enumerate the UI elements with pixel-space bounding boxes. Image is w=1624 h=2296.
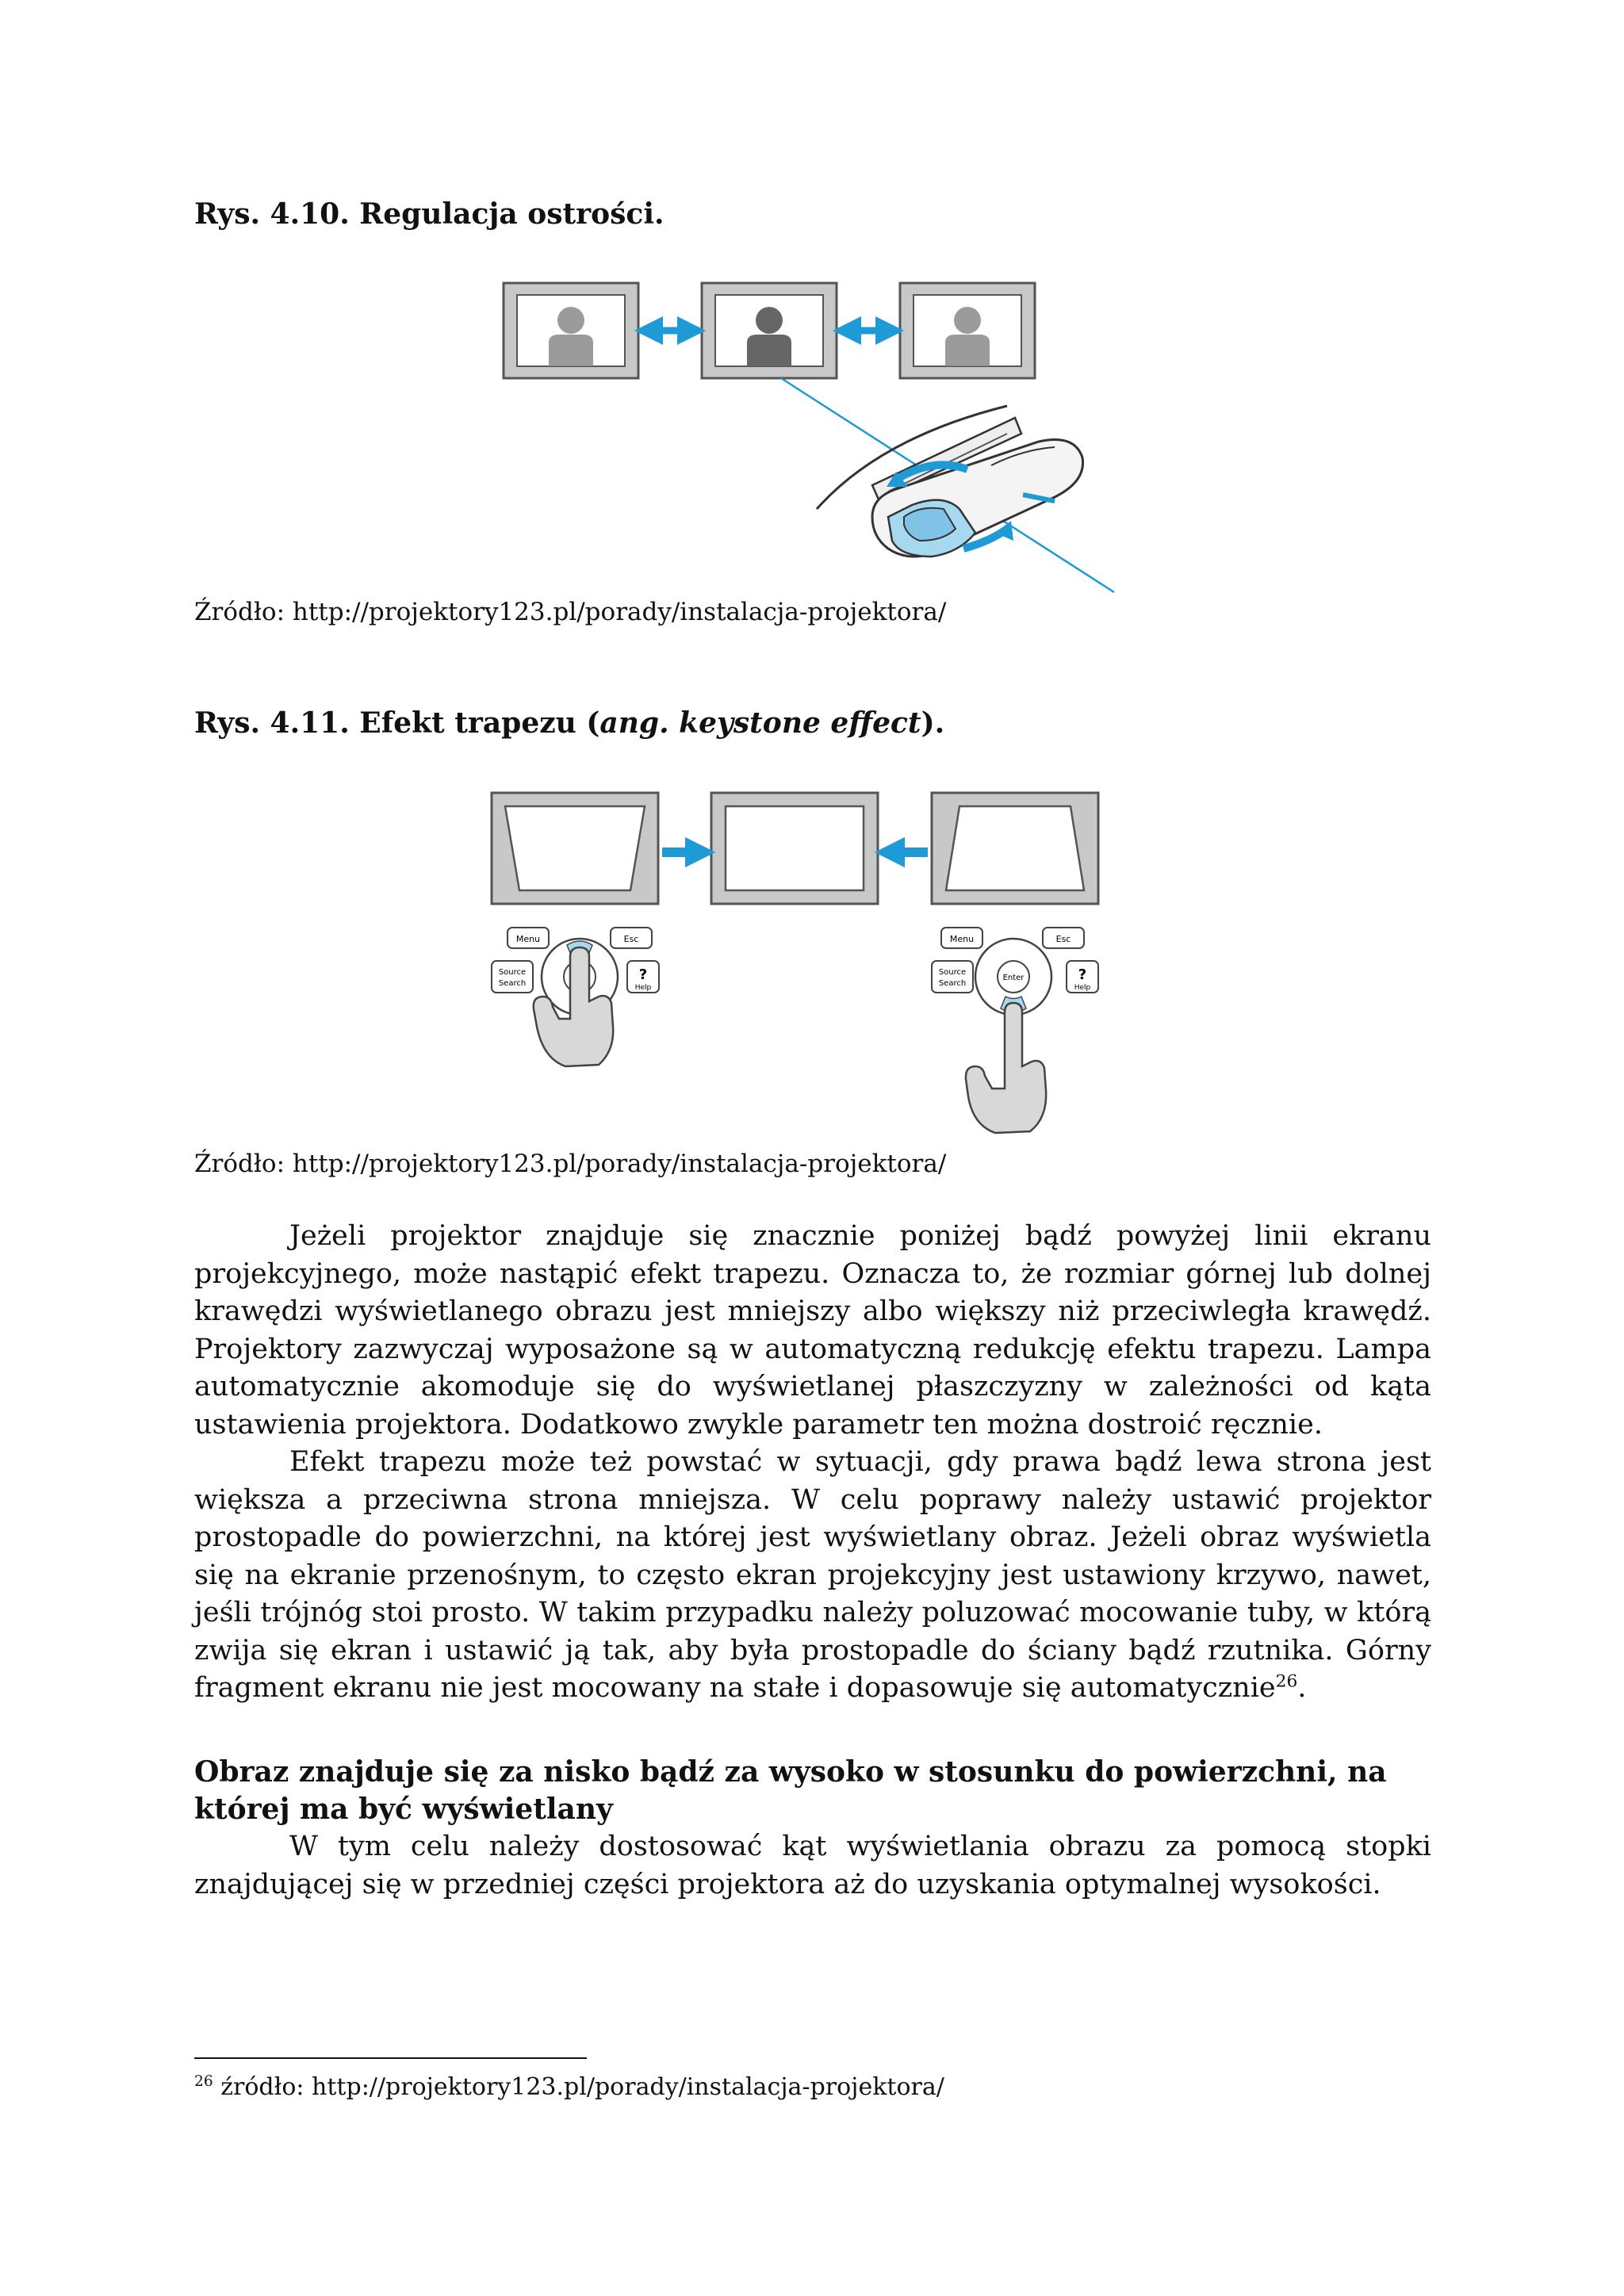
focus-adjustment-illustration <box>500 279 1118 596</box>
keystone-screen-right <box>932 793 1098 904</box>
search-button-label: Search <box>498 979 527 988</box>
figure-caption-focus: Rys. 4.10. Regulacja ostrości. <box>194 197 665 231</box>
section-heading: Obraz znajduje się za nisko bądź za wysoko w stosunku do powierzchni, na której ma być wyświetlany <box>194 1755 1387 1826</box>
hand-pointer-icon <box>966 1003 1046 1133</box>
remote-panel-down <box>932 928 1098 1133</box>
footnote <box>194 2072 944 2103</box>
source-button-label: Source <box>498 968 527 977</box>
paragraph-text: Efekt trapezu może też powstać w sytuacji, gdy prawa bądź lewa strona jest większa a przeciwna strona mniejsza. W celu poprawy należy ustawić projektor prostopadle do powierzchni, na której jest wyświetlany obraz. Jeżeli obraz wyświetla się na ekranie przenośnym, to często ekran projekcyjny jest ustawiony krzywo, nawet, jeśli trójnóg stoi prosto. W takim przypadku należy poluzować mocowanie tuby, w którą zwija się ekran i ustawić ją tak, aby była prostopadle do ściany bądź rzutnika. Górny fragment ekranu nie jest mocowany na stałe i dopasowuje się automatycznie <box>194 1446 1431 1704</box>
projector-lens-icon <box>817 406 1083 557</box>
paragraph: W tym celu należy dostosować kąt wyświetlania obrazu za pomocą stopki znajdującej się w przedniej części projektora aż do uzyskania optymalnej wysokości. <box>194 1831 1431 1900</box>
remote-panel-up <box>492 928 659 1066</box>
paragraph: Jeżeli projektor znajduje się znacznie poniżej bądź powyżej linii ekranu projekcyjnego, może nastąpić efekt trapezu. Oznacza to, że rozmiar górnej lub dolnej krawędzi wyświetlanego obrazu jest mniejszy albo większy niż przeciwległa krawędź. Projektory zazwyczaj wyposażone są w automatyczną redukcję efektu trapezu. Lampa automatycznie akomoduje się do wyświetlanej płaszczyzny w zależności od kąta ustawienia projektora. Dodatkowo zwykle parametr ten można dostroić ręcznie. <box>194 1220 1431 1441</box>
footnote-text: źródło: http://projektory123.pl/porady/instalacja-projektora/ <box>213 2073 944 2101</box>
menu-button-label: Menu <box>949 934 975 944</box>
caption-text: Rys. 4.11. Efekt trapezu ( <box>194 706 600 740</box>
help-icon: ? <box>638 966 648 983</box>
caption-text: ). <box>921 706 945 740</box>
search-button-label: Search <box>938 979 967 988</box>
body-paragraphs <box>194 1218 1431 1708</box>
footnote-divider <box>194 2057 587 2059</box>
section-body <box>194 1828 1431 1904</box>
enter-button-label: Enter <box>1002 974 1025 982</box>
footnote-number: 26 <box>194 2073 213 2090</box>
figure-caption-keystone <box>194 706 944 740</box>
menu-button-label: Menu <box>515 934 541 944</box>
source-button-label: Source <box>938 968 967 977</box>
caption-italic-term: ang. keystone effect <box>599 706 921 740</box>
keystone-correction-illustration <box>488 789 1102 1142</box>
keystone-screen-left <box>492 793 658 904</box>
sharp-screen-center <box>702 283 837 378</box>
help-button-label: Help <box>634 984 652 992</box>
footnote-reference[interactable]: 26 <box>1275 1671 1298 1692</box>
blurred-screen-left <box>504 283 638 378</box>
esc-button-label: Esc <box>623 934 639 944</box>
paragraph <box>194 1444 1431 1708</box>
corrected-screen-center <box>711 793 878 904</box>
figure-source: Źródło: http://projektory123.pl/porady/instalacja-projektora/ <box>194 598 947 626</box>
help-icon: ? <box>1078 966 1087 983</box>
esc-button-label: Esc <box>1055 934 1071 944</box>
figure-source: Źródło: http://projektory123.pl/porady/instalacja-projektora/ <box>194 1150 947 1178</box>
blurred-screen-right <box>900 283 1035 378</box>
help-button-label: Help <box>1074 984 1091 992</box>
paragraph-text: . <box>1297 1672 1307 1704</box>
